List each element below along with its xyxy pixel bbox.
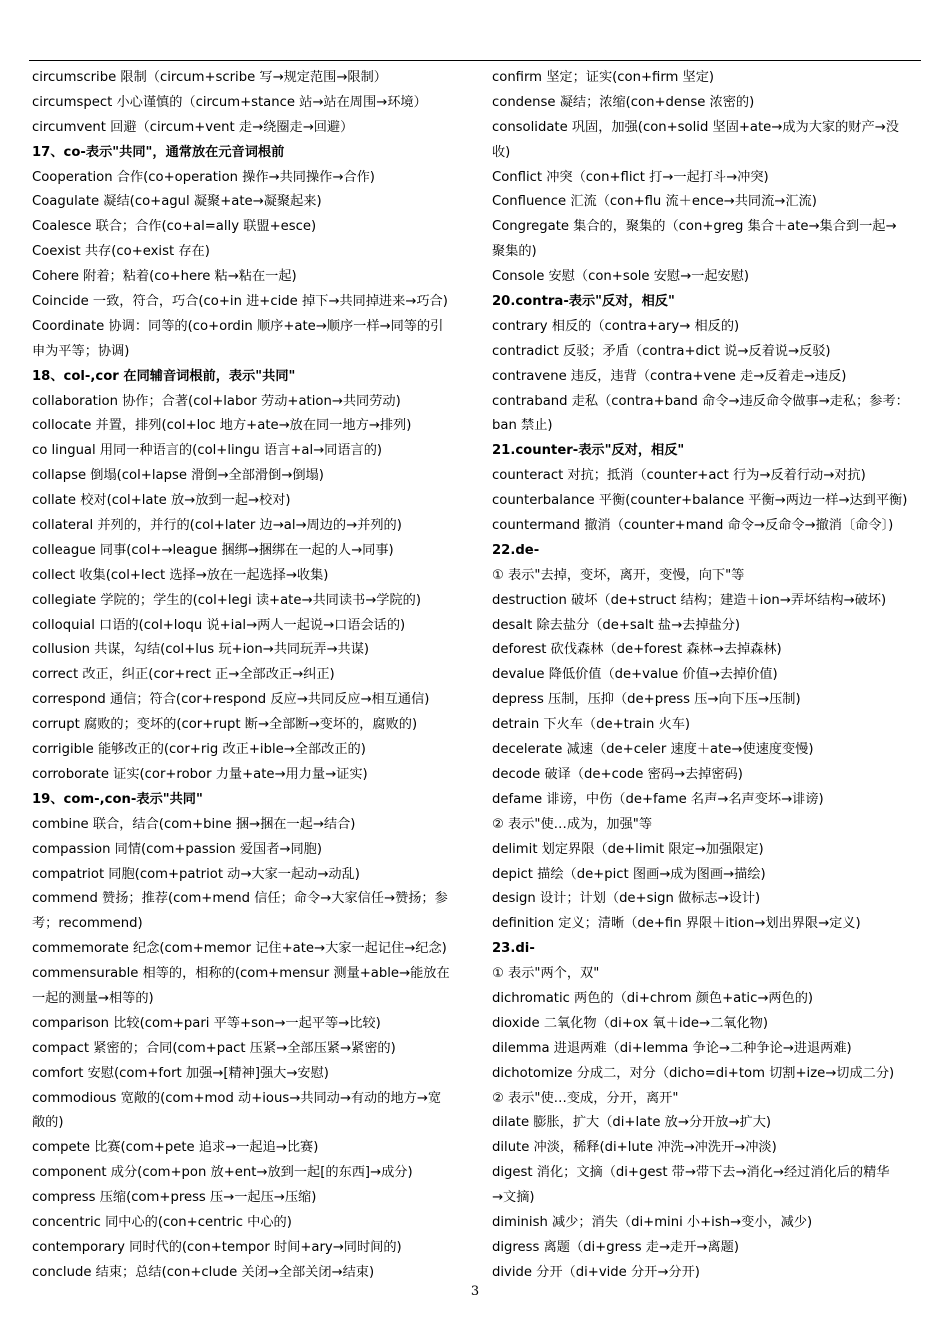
text-line: defame 诽谤，中伤（de+fame 名声→名声变坏→诽谤) [492, 791, 824, 807]
text-line: ② 表示"使…成为，加强"等 [492, 816, 653, 832]
text-line: collocate 并置，排列(col+loc 地方+ate→放在同一地方→排列) [32, 418, 412, 434]
text-line: ban 禁止) [492, 418, 553, 434]
text-line: comfort 安慰(com+fort 加强→[精神]强大→安慰) [32, 1065, 329, 1081]
text-line: consolidate 巩固，加强(con+solid 坚固+ate→成为大家的财产→没 [492, 119, 899, 135]
text-line: counteract 对抗；抵消（counter+act 行为→反着行动→对抗) [492, 468, 866, 484]
text-line: commodious 宽敞的(com+mod 动+ious→共同动→有动的地方→宽 [32, 1090, 442, 1106]
section-heading: 20.contra-表示"反对，相反" [492, 294, 675, 310]
text-line: compact 紧密的；合同(com+pact 压紧→全部压紧→紧密的) [32, 1040, 396, 1056]
text-line: collaboration 协作；合著(col+labor 劳动+ation→共同劳动) [32, 393, 401, 409]
text-line: Coordinate 协调：同等的(co+ordin 顺序+ate→顺序一样→同等的引 [32, 318, 444, 334]
text-line: circumscribe 限制（circum+scribe 写→规定范围→限制） [32, 70, 387, 85]
text-line: Congregate 集合的，聚集的（con+greg 集合＋ate→集合到一起→ [492, 219, 897, 235]
text-line: collegiate 学院的；学生的(col+legi 读+ate→共同读书→学院的) [32, 592, 422, 608]
text-line: condense 凝结；浓缩(con+dense 浓密的) [492, 94, 755, 110]
text-line: 申为平等；协调) [32, 343, 130, 359]
text-line: Coagulate 凝结(co+agul 凝聚+ate→凝聚起来) [32, 194, 322, 210]
text-line: commend 赞扬；推荐(com+mend 信任；命令→大家信任→赞扬；参 [32, 891, 448, 907]
text-line: decode 破译（de+code 密码→去掉密码) [492, 766, 743, 782]
text-line: Console 安慰（con+sole 安慰→一起安慰) [492, 269, 750, 285]
text-line: definition 定义；清晰（de+fin 界限＋ition→划出界限→定义) [492, 916, 861, 932]
text-line: circumvent 回避（circum+vent 走→绕圈走→回避） [32, 119, 354, 135]
page-number: 3 [470, 1284, 480, 1299]
text-line: combine 联合，结合(com+bine 捆→捆在一起→结合) [32, 816, 356, 832]
text-line: collate 校对(col+late 放→放到一起→校对) [32, 493, 291, 509]
text-line: Confluence 汇流（con+flu 流＋ence→共同流→汇流) [492, 194, 817, 210]
text-line: counterbalance 平衡(counter+balance 平衡→两边一样→达到平衡) [492, 493, 908, 509]
text-line: ② 表示"使…变成，分开，离开" [492, 1090, 679, 1106]
text-line: delimit 划定界限（de+limit 限定→加强限定) [492, 841, 764, 857]
text-line: commemorate 纪念(com+memor 记住+ate→大家一起记住→纪念) [32, 941, 447, 957]
text-line: contrary 相反的（contra+ary→ 相反的) [492, 318, 740, 334]
text-line: confirm 坚定；证实(con+firm 坚定) [492, 70, 715, 85]
text-line: corroborate 证实(cor+robor 力量+ate→用力量→证实) [32, 766, 368, 782]
text-line: collateral 并列的，并行的(col+later 边→al→周边的→并列的) [32, 518, 402, 534]
text-line: contemporary 同时代的(con+tempor 时间+ary→同时间的) [32, 1239, 402, 1255]
text-line: devalue 降低价值（de+value 价值→去掉价值) [492, 667, 778, 683]
text-line: 考；recommend) [32, 916, 143, 932]
text-line: co lingual 用同一种语言的(col+lingu 语言+al→同语言的) [32, 443, 383, 459]
section-heading: 22.de- [492, 542, 540, 558]
text-line: deforest 砍伐森林（de+forest 森林→去掉森林) [492, 642, 782, 658]
text-line: collapse 倒塌(col+lapse 滑倒→全部滑倒→倒塌) [32, 468, 324, 484]
section-heading: 17、co-表示"共同"，通常放在元音词根前 [32, 144, 285, 160]
text-line: design 设计；计划（de+sign 做标志→设计) [492, 891, 761, 907]
text-line: colloquial 口语的(col+loqu 说+ial→两人一起说→口语会话的) [32, 617, 406, 633]
text-line: compete 比赛(com+pete 追求→一起追→比赛) [32, 1140, 319, 1156]
text-line: compassion 同情(com+passion 爱国者→同胞) [32, 841, 322, 857]
text-line: 收) [492, 144, 511, 160]
text-line: ① 表示"两个，双" [492, 966, 600, 982]
text-line: circumspect 小心谨慎的（circum+stance 站→站在周围→环境） [32, 94, 427, 110]
text-line: corrigible 能够改正的(cor+rig 改正+ible→全部改正的) [32, 742, 366, 758]
text-line: dilate 膨胀，扩大（di+late 放→分开放→扩大) [492, 1115, 772, 1131]
text-line: ① 表示"去掉，变坏，离开，变慢，向下"等 [492, 567, 745, 583]
text-line: 敞的) [32, 1115, 64, 1131]
text-line: dichotomize 分成二，对分（dicho=di+tom 切割+ize→切成二分) [492, 1065, 895, 1081]
text-line: dioxide 二氧化物（di+ox 氧＋ide→二氧化物) [492, 1015, 768, 1031]
text-line: compatriot 同胞(com+patriot 动→大家一起动→动乱) [32, 866, 360, 882]
left-column [32, 66, 462, 1286]
text-line: component 成分(com+pon 放+ent→放到一起[的东西]→成分) [32, 1165, 413, 1181]
section-heading: 23.di- [492, 941, 535, 957]
text-line: correspond 通信；符合(cor+respond 反应→共同反应→相互通信) [32, 692, 430, 708]
text-line: 聚集的) [492, 244, 537, 260]
text-line: comparison 比较(com+pari 平等+son→一起平等→比较) [32, 1015, 381, 1031]
text-line: →文摘) [492, 1190, 535, 1206]
text-line: collect 收集(col+lect 选择→放在一起选择→收集) [32, 567, 329, 583]
header-rule [29, 60, 921, 61]
text-line: dilute 冲淡，稀释(di+lute 冲洗→冲洗开→冲淡) [492, 1140, 777, 1156]
text-line: correct 改正，纠正(cor+rect 正→全部改正→纠正) [32, 667, 335, 683]
section-heading: 18、col-,cor 在同辅音词根前，表示"共同" [32, 368, 296, 384]
text-line: countermand 撤消（counter+mand 命令→反命令→撤消〔命令〕) [492, 518, 894, 534]
text-line: Coincide 一致，符合，巧合(co+in 进+cide 掉下→共同掉进来→巧合) [32, 294, 448, 310]
text-line: depict 描绘（de+pict 图画→成为图画→描绘) [492, 866, 766, 882]
text-line: digest 消化；文摘（di+gest 带→带下去→消化→经过消化后的精华 [492, 1165, 890, 1181]
text-line: Coalesce 联合；合作(co+al=ally 联盟+esce) [32, 219, 317, 235]
right-column [492, 66, 922, 1286]
text-line: decelerate 减速（de+celer 速度＋ate→使速度变慢) [492, 742, 814, 758]
text-line: collusion 共谋，勾结(col+lus 玩+ion→共同玩弄→共谋) [32, 642, 370, 658]
text-line: destruction 破坏（de+struct 结构；建造＋ion→弄坏结构→破坏) [492, 592, 887, 608]
text-line: contradict 反驳；矛盾（contra+dict 说→反着说→反驳) [492, 343, 831, 359]
text-line: divide 分开（di+vide 分开→分开) [492, 1264, 700, 1280]
text-line: diminish 减少；消失（di+mini 小+ish→变小，减少) [492, 1214, 813, 1230]
text-line: Coexist 共存(co+exist 存在) [32, 244, 210, 260]
text-line: Cooperation 合作(co+operation 操作→共同操作→合作) [32, 169, 375, 185]
text-line: Cohere 附着；粘着(co+here 粘→粘在一起) [32, 269, 297, 285]
text-line: contravene 违反，违背（contra+vene 走→反着走→违反) [492, 368, 847, 384]
text-line: depress 压制，压抑（de+press 压→向下压→压制) [492, 692, 801, 708]
text-line: contraband 走私（contra+band 命令→违反命令做事→走私；参考： [492, 393, 909, 409]
text-line: detrain 下火车（de+train 火车) [492, 717, 691, 733]
text-line: dichromatic 两色的（di+chrom 颜色+atic→两色的) [492, 990, 814, 1006]
text-line: digress 离题（di+gress 走→走开→离题) [492, 1239, 739, 1255]
text-line: colleague 同事(col+→league 捆绑→捆绑在一起的人→同事) [32, 542, 394, 558]
text-line: commensurable 相等的，相称的(com+mensur 测量+able→能放在 [32, 966, 450, 982]
text-line: corrupt 腐败的；变坏的(cor+rupt 断→全部断→变坏的，腐败的) [32, 717, 418, 733]
text-line: compress 压缩(com+press 压→一起压→压缩) [32, 1190, 317, 1206]
text-line: concentric 同中心的(con+centric 中心的) [32, 1214, 292, 1230]
text-line: Conflict 冲突（con+flict 打→一起打斗→冲突) [492, 169, 769, 185]
text-line: dilemma 进退两难（di+lemma 争论→二种争论→进退两难) [492, 1040, 852, 1056]
text-line: 一起的测量→相等的) [32, 990, 154, 1006]
text-line: conclude 结束；总结(con+clude 关闭→全部关闭→结束) [32, 1264, 375, 1280]
section-heading: 19、com-,con-表示"共同" [32, 791, 203, 807]
section-heading: 21.counter-表示"反对，相反" [492, 443, 685, 459]
text-line: desalt 除去盐分（de+salt 盐→去掉盐分) [492, 617, 741, 633]
